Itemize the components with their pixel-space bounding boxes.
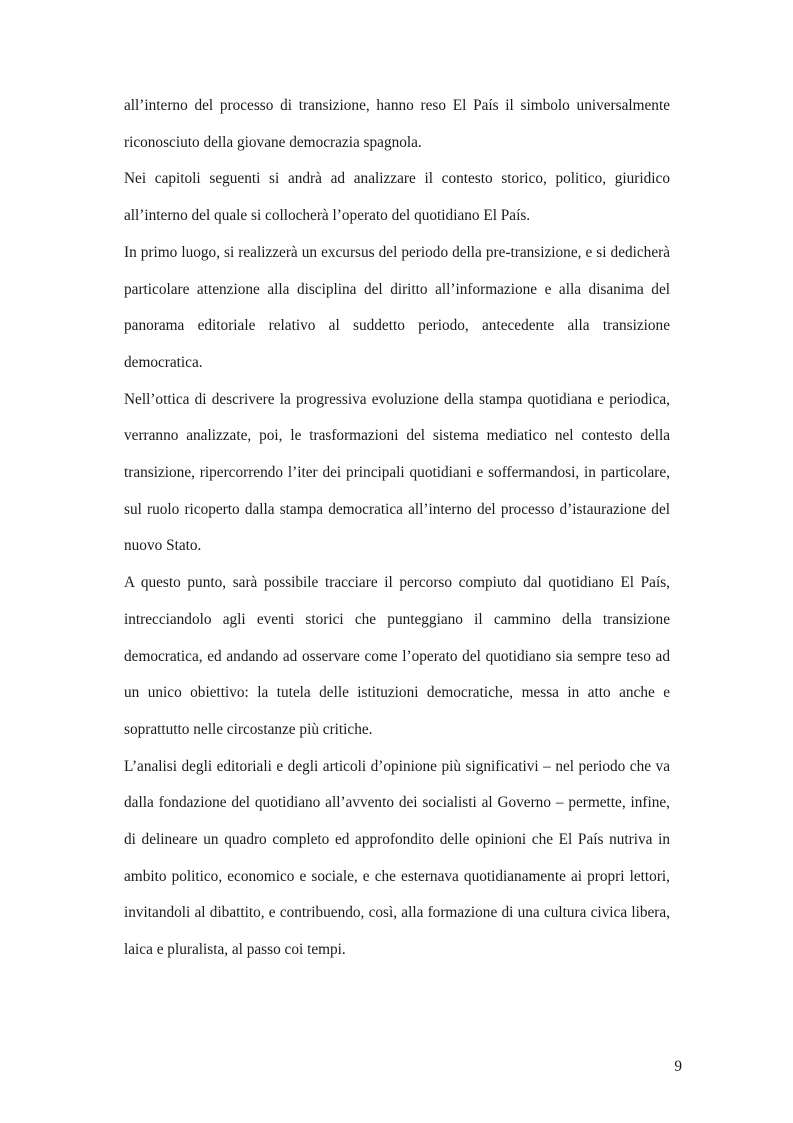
paragraph-el-pais-path: A questo punto, sarà possibile tracciare il percorso compiuto dal quotidiano El País, intrecciandolo agli eventi storici che punteggiano il cammino della transizione democratica, ed andando ad osservare come l’operato del quotidiano sia sempre teso ad un unico obiettivo: la tutela delle istituzioni democratiche, messa in atto anche e soprattutto nelle circostanze più critiche. bbox=[124, 574, 670, 738]
paragraph-chapters-overview: Nei capitoli seguenti si andrà ad analizzare il contesto storico, politico, giuridico all’interno del quale si collocherà l’operato del quotidiano El País. bbox=[124, 170, 670, 225]
paragraph-editorial-analysis: L’analisi degli editoriali e degli articoli d’opinione più significativi – nel periodo che va dalla fondazione del quotidiano all’avvento dei socialisti al Governo – permette, infine, di delineare un quadro completo ed approfondito delle opinioni che El País nutriva in ambito politico, economico e sociale, e che esternava quotidianamente ai propri lettori, invitandoli al dibattito, e contribuendo, così, alla formazione di una cultura civica libera, laica e pluralista, al passo coi tempi. bbox=[124, 757, 670, 959]
page-body bbox=[124, 88, 670, 969]
page-number: 9 bbox=[674, 1058, 682, 1075]
paragraph-continuation: all’interno del processo di transizione, hanno reso El País il simbolo universalmente riconosciuto della giovane democrazia spagnola. bbox=[124, 97, 670, 151]
paragraph-media-evolution: Nell’ottica di descrivere la progressiva evoluzione della stampa quotidiana e periodica, verranno analizzate, poi, le trasformazioni del sistema mediatico nel contesto della transizione, ripercorrendo l’iter dei principali quotidiani e soffermandosi, in particolare, sul ruolo ricoperto dalla stampa democratica all’interno del processo d’istaurazione del nuovo Stato. bbox=[124, 390, 670, 555]
paragraph-pre-transition: In primo luogo, si realizzerà un excursus del periodo della pre-transizione, e si dedicherà particolare attenzione alla disciplina del diritto all’informazione e alla disanima del panorama editoriale relativo al suddetto periodo, antecedente alla transizione democratica. bbox=[124, 243, 670, 371]
